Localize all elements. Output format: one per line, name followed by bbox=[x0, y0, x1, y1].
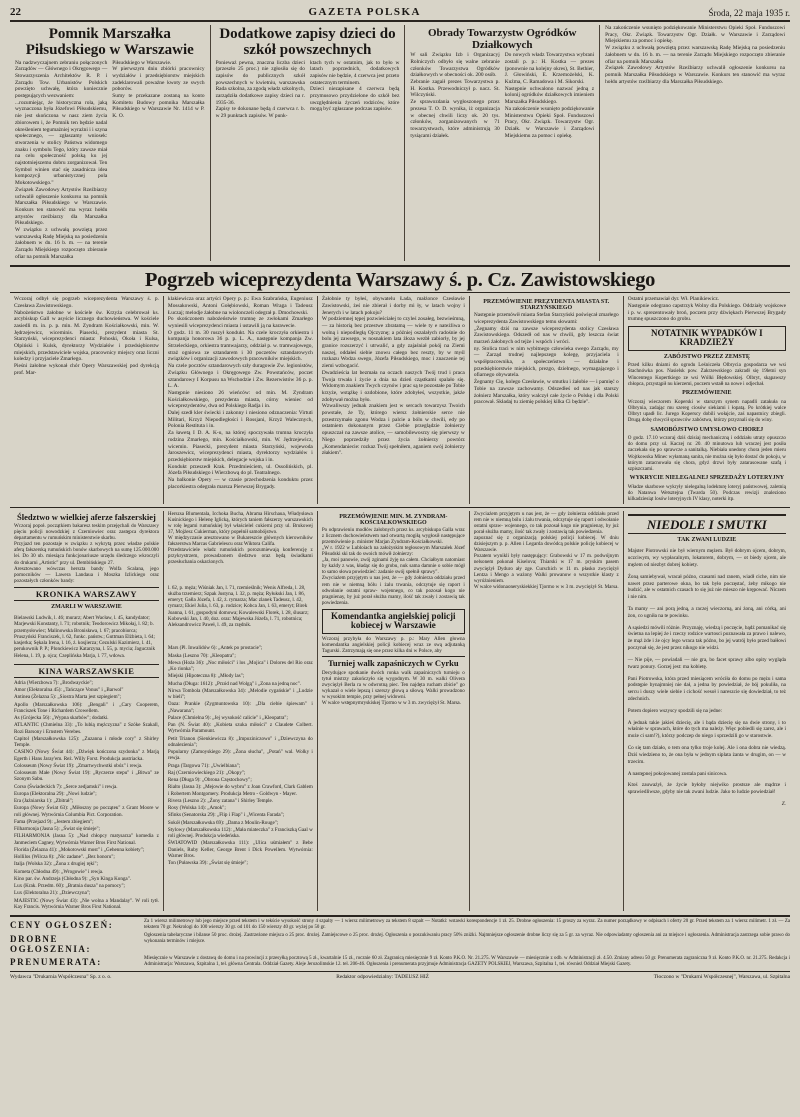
kina-item: Rivera (Leszno 2): „Żony zatana" i Shirley Temple. bbox=[167, 797, 274, 804]
paragraph: ...rozumiejąc, że historyczna rola, jaką wyznaczona była Józefowi Piłsudskiemu, nie jest skończona w nasz ziem życia zbiorowem i, że Pomnik ten będzie nadal określeniem tegumażniej wyrażni i i szyna społecznego, — zgłaszamy wniosek: stworzenia w stolicy Państwa widomego znaku i symbolu Tego, który zawsze miał na celu społeczność polską ku jej najstotniejszemu dobru zorganizował. Ten Symbol winien stać się zasadnicza idea kompozycji urbanistycznej pola Mokotowskiego." bbox=[15, 99, 108, 187]
rates-text: Ogłoszenia tabelaryczne i bilanse 50 proc. drożej. Zastrzeżone miejsca o 25 proc. drożej. Zamiejscowe o 25 proc. drożej. Ogłoszenia o poszukiwaniu pracy 50% zniżki. Najmniejsze ogłoszenie drobne liczy się za 5 gr. za wyraz. Nie odpowiadamy ogłoszenia ani za miejsce i ogłoszenia. Administracja zastrzega sobie prawo do wykonania terminów i miejsce. bbox=[144, 933, 790, 945]
kronika-list: Bielawski Ludwik, l. 46; murarz; Abert Wacław, l. 45, kandydator; Marjewski Konstanty, l. 71; robotnik; Teodorowicz Mikołaj, l. 82; b. przemysłowiec; Malinowska Bronisława, l. 67; pracobiorca; Pruszyński Franciszek, l. 62, funkc. państw.; Guttman Elżbieta, l. 64; kasjerka; Sękala Irena, l. 16, ż. kosjierza; Cezulski Kazimierz, l. 41, perukownik P. P.; Plonckiewicz Katarzyna, l. 55, p. mycia; Jagucznik Helena, l. 19, p. ojca; Czeplińska Marja, l. 77, wdowa. bbox=[14, 615, 156, 659]
kina-item: CASINO (Nowy Świat 44): „Dźwięk kończona szydonka" z Marją Egerth i Hans Jaray'em. Reż. Willy Forst. Produkcja austriacka. bbox=[14, 749, 159, 762]
paragraph: Zwyciażem przyjętym u nas jest, że — gdy żołnierza oddziału przed rem nie w niemną bólu i żalu trwania, odczytuje się raport i odwołanie ostatni spraw- wojennego, co tak pozosał kogo nie pragnienay, by już porał służba mamy, ilość tak zwały i zostawią tak powiedzenia. bbox=[473, 510, 619, 535]
main-column-4 bbox=[469, 296, 623, 503]
colophon-publisher: Wydawca "Drukarnia Współczesna" Sp. z o. o. bbox=[10, 974, 112, 981]
kina-item: MAJESTIC (Nowy Świat 43): „Nie wolna a Mandalay". W roli tytł. Kay Francis. Wytwórnia Warner Bros First National. bbox=[14, 897, 159, 910]
kina-item: Popularny (Zamoyskiego 29): „Żona słucha", „Potań" wal. Wolky i rewja. bbox=[167, 749, 313, 762]
paragraph: Pieśni żałobne wykonał chór Opery Warszawskiej pod dyrekcją prof. Mar- bbox=[14, 363, 159, 376]
banner-headline-block bbox=[10, 265, 790, 294]
kina-item: Sokół (Marszałkowska 69): „Dama z Moulin-Rouge"; bbox=[167, 819, 279, 826]
article-zapisy bbox=[210, 25, 405, 261]
komendantka-head: Komendantka angielskiej policji kobiecej w Warszawie bbox=[322, 609, 465, 634]
paragraph: A jednak takie jakieś dziecię, ale i bąda dziecię się na dwie strony, i to właśnie w sprawach, które do tych ma należy. Więc pobiedli się zarez, ale i może ci sam!?), którzy podczep do niego i sprzedzili go w starostwie. bbox=[627, 719, 786, 740]
kina-item: Europa (Nowy Świat 63): „Miłoszny po począteк" z Grant Moore w roli głównej. Wytwórnia Columbia Pict. Corporation. bbox=[14, 805, 159, 818]
paragraph: klakiewicza oraz artyści Opery p. p.: Ewa Szabrańska, Eugeniusz Mossakowski, Antoni Gołębiowski, Roman Wraga i Tadeusz Łuczaj; melodje żałobne na wiolonczeli odegrał p. Dmochowski. bbox=[167, 296, 313, 316]
rates-label: DROBNE OGŁOSZENIA: bbox=[10, 934, 92, 955]
paragraph: Wczoraj przybyła do Warszawy p. p.: Mary Allen głowna komendantka angielskiej policji kobiecej wraz ze swą adjutanką Tagurski. Zatrzymają się one przez kilka dni w Polsce, aby bbox=[321, 635, 465, 655]
niedole-subtitle: TAK ZWANI LUDZIE bbox=[677, 537, 737, 544]
main-article-row bbox=[10, 296, 790, 503]
paragraph: ny. Stolica traci w nim wybitnego człowieka swego Zarządu, my — Zarząd trudnej najlepszego kolegę, przyjaciela i współpracownika, a społeczeństwo — działalne i przedsiębiorstwie miejskich, prezgo, dzielnego, wymagającego i ofiarnego obywatela. bbox=[473, 345, 619, 379]
paragraph: Następnie uchwalono nazwać jedną z kolonij ogródków działkowych imieniem Marszałka Piłsudskiego. bbox=[504, 85, 595, 106]
kina-item: Kometa (Chłodna 49): „Wrogowie" i rewja. bbox=[14, 868, 104, 875]
kina-item: Sfinks (Senatorska 29): „Flip i Flap" i „Wicenta Farada"; bbox=[167, 812, 285, 819]
paragraph: Zapisy te dokonane będą 4 czerwca r. b. w 29 punktach zapisów. W punk- bbox=[215, 106, 305, 120]
kina-item: Rosy (Wolska 14): „Amok"; bbox=[167, 805, 226, 812]
niedole-head: NIEDOLE I SMUTKI bbox=[628, 514, 786, 535]
paragraph: Żegnamy Cię, kolego Czesławie, w smutku i żałobie — i pamięć o Tobie na zawsze zachowamy. Odszedłeś od nas jak starszy żołnierz Marszałka, który walczył całe życie o Polskę i dla Polski pracował. Składaj tu ziemię polskiej kilka Ci będzie". bbox=[473, 379, 619, 406]
paragraph: Na zakończenie wsunięto podziękowanie Ministerstwu Opieki Społ. Funduszowi Pracy, Okr. Związk. Towarzystw Ogr. Działk. w Warszawie i Zarządowi Miejskiemu za pomoc i opiekę. bbox=[504, 105, 595, 139]
kina-item: Corso (Świadeckich 7): „Serce zedjamski" i rewja. bbox=[14, 783, 118, 790]
notatnik-item-text: Przed kilku dniami do ogrodu Leśniczeła Olbrycia gospodarza we wsi Stachnówka pos. Nasielsk pow. Zakrzewskiego zakradł się 19letni syn Wincentego Kopertkiego ze wsi Wólki Błędowskiej. Olbryt, skąpawszy chłopca, przystąpił nu kierzemi, poczem wstałł na nowe i odjechał. bbox=[627, 362, 786, 387]
kina-item: Fama (Przejazd 9): „Jestem zbiegiem"; bbox=[14, 818, 94, 825]
rates-text: Za 1 wiersz milimetrowy lub jego miejsce przed tekstem i w tekście wysokość strony 4 szpalty — 1 wiersz milimetrowy za tekstem 8 szpalt — Notatki: wstawki korespondencje 1 zł. 25. Drobne ogłoszenia: 15 groszy za wyraz. Za numer porządkowy w odpisach i oferty 20 gr. Przed tekstem za 1 wiersz milimetr. 1 zł. — Za tekstem 70 gr. Nekrologi do 100 wierszy 30 gr. od 101 do 150 wierszy 40 gr. wyżej po 50 gr. bbox=[144, 919, 790, 931]
paragraph: Związek Zawodowy Artystów Rzeźbiarzy uchwalił ogłoszenie konkursu na pomnik Marszałka Piłsudskiego w Warszawie. Konkurs ten stanowić ma wyraz hołdu artystów rzeźbiarzy dla Marszałka Piłsudskiego. bbox=[15, 186, 108, 227]
kina-item: Antinea (Żelazna 5): „Siostra Marta jest szpiegiem"; bbox=[14, 694, 122, 701]
paragraph: W związku z uchwałą powziętą przez warszawską Radę Miejską na posiedzeniu żałobnem w dn. 16 b. m. — na terenie Zarządu Miejskiego rozpoczęto zbieranie ofiar na pomnik Marszałka bbox=[605, 45, 785, 65]
kina-item: Colosseum (Nowy Świat 19): „Zmartwychwstki obóz" i rewja. bbox=[14, 762, 143, 769]
paragraph: Decydujące spotkanie dwóch ronka walk zapaśniczych turnieju o tytuł mistrzy zakończyło się wygodnym. W 30 m. walki Olivera zwyciężył Berla ra w odwrotną piec. Ten najdęta rucham zbicie" go wykazał o wiele lepszą i szerszy głową a siłową. Walki prowadzono w wysokim tempie, przy pełnej widowni. bbox=[321, 669, 465, 700]
paragraph: Przyjazd ten pozostaje w związku z wykrytą przez władze polskie aferą fałszerską rumuńskich bonów skarbowych na sumę 125.000.000 lei. Do 30 ub. miesiąca funkcjonariusze urzędu śledczego wkroczyli do drukarni „Artistic" przy ul. Dembińskiego 27. bbox=[14, 541, 159, 566]
przemowienie-prezydenta-head: PRZEMÓWIENIE PREZYDENTA MIASTA ST. STARZYŃSKIEGO bbox=[483, 299, 610, 312]
paragraph: Herszsa Blumentala, Icchoka Bucha, Abrama Hirschaua, Władysława Kuśnickiego i Helenę Iglicką, których taniem fałszerzy warszawskich w rolę legami rumuńskiej był właścielel cukierni przy ul. Brukowej 37, Mojżesz Cukierman, który popełnił samobójstwo. bbox=[167, 510, 313, 535]
paragraph: Ze sprawozdania wygłoszonego przez prezesa T. O. D. wynika, iż organizacja w obecnej chwili liczy ok. 20 tys. członków, zorganizowanych w 71 towarzystwach, które administrują 30 tysiącami działek. bbox=[410, 99, 500, 139]
kronika-subhead: ZMARLI W WARSZAWIE bbox=[51, 603, 122, 610]
paragraph: Zebranie zagaił prezes Towarzystwa p. H. Kostka. Przewodniczył p. nacz. St. Wilczyński. bbox=[410, 79, 500, 99]
turniej-head: Turniej walk zapaśniczych w Cyrku bbox=[322, 656, 465, 668]
kina-item: Capitol (Marszałkowska 125): „Zuzanna i młode cory" z Shirley Temple. bbox=[14, 735, 159, 749]
lower-column-3 bbox=[317, 511, 469, 912]
kina-head: KINA WARSZAWSKIE bbox=[14, 664, 159, 678]
paragraph: Następnie odegrano capstrzyk Wolny dla Polskiego. Oddziały wojskowe i p. w. sprezentowały broń, poczem przy dźwiękach Pierwszej Brygady trumnę spuszczono do grobu. bbox=[627, 302, 786, 323]
paragraph: Ponieważ pewna, znaczna liczba dzieci (przeszło 25 proc.) nie zgłosiła się do zapisów do publicznych szkół powszechnych w kwietniu, warszawska Rada szkolna, za zgodą władz szkolnych, zarządziła dodatkowe zapisy dzieci na r. 1935-36. bbox=[215, 59, 305, 106]
notatnik-items bbox=[628, 354, 786, 503]
article-pomnik-headline: Pomnik Marszałka Piłsudskiego w Warszawie bbox=[25, 26, 194, 58]
kina-item: Lux (Elektoralna 21): „Dziewczyna"; bbox=[14, 890, 91, 897]
kina-item: Apollo (Marszałkowska 106): „Bengali" i „Cary Cooperem, Franciszek Tone i Richardem Crowellem. bbox=[14, 701, 159, 714]
kina-item: Mewa (Hoża 36): „Noc miłości" i los „Mojica" i Dolores del Rio oraz „Ko rionka"; bbox=[167, 659, 313, 673]
paragraph: Ktoś zauważył, że życie byłoby niejwiko prostsze ale mądrze i sprawiedliwsze, gdyby nie tak zwani ludzie. Jako to ludzie powiedział! bbox=[627, 782, 786, 796]
paragraph: Co się tam działo, o tem ona tylko troje kolej. Ale i ona dobra nie wiedzą. Dziś wiedzieno to, że ona była w jednym siplata żanta w drugim, on — w trzecim. bbox=[627, 745, 786, 765]
rates-row bbox=[10, 933, 790, 954]
paragraph: Na zakończenie wsunięto podziękowanie Ministerstwu Opieki Społ. Funduszowi Pracy, Okr. Związk. Towarzystw Ogr. Działk. w Warszawie i Zarządowi Miejskiemu za pomoc i opiekę. bbox=[605, 25, 785, 45]
paragraph: Piłsudskiego w Warszawie. bbox=[112, 59, 172, 66]
paragraph: Związek Zawodowy Artystów Rzeźbiarzy uchwalił ogłoszenie konkursu na pomnik Marszałka Piłsudskiego w Warszawie. Konkurs ten stanowić ma wyraz hołdu artystów rzeźbiarzy dla Marszałka Piłsudskiego. bbox=[605, 65, 785, 85]
page-number: 22 bbox=[10, 6, 21, 18]
paragraph: A następnej pokojowanej zostala pani sinicowa. bbox=[627, 770, 728, 777]
paragraph: Po odprawieniu modłów żałobnych przez ks. arcybiskupa Galla wraz z licznem duchowieństwem nad otwartą mogiłą wygłosił następujące przemówienie p. minister Marjan Zyndram-Kościałkowski. bbox=[321, 526, 465, 545]
article-obrady bbox=[404, 25, 599, 261]
paragraph: Wzwaliwszy jednak znakiem jest w sercach towarzysz Twoich powstałe, że Ty, którego wiersz żołnierskie serce nie przestrzymało zgonu Wodza i palcie a bólu w chwili, edy po ostatniem dokonanym przez Ciebie przeglądzie żołnierzy opuszczał na zawsze atolice, — samobilewosrzy się pierwszy w Niego poprzedziły przez życia żołnierzy powtórz „Komendaniecie: rozkaz Twój spełniłem, aganiem swój żołnierzy złakiem". bbox=[321, 403, 465, 457]
article-pomnik bbox=[10, 25, 210, 261]
kina-item: Petit Trianon (Sienkiewicza 8): „Impoziniczowo" i „Dziewczyna do odnalezienia"; bbox=[167, 735, 313, 748]
rates-label: CENY OGŁOSZEŃ: bbox=[10, 920, 114, 931]
paragraph: W walce wstępnymryskiskej Tjormo w w 3 m. zwyciężył St. Marsa. bbox=[321, 700, 461, 707]
lower-column-2 bbox=[163, 511, 317, 912]
kina-item: Italja (Wolska 32): „Żona z drugiej ręki"; bbox=[14, 861, 98, 868]
kina-item: Raj (Czerniowieckiego 21): „Okopy"; bbox=[167, 769, 246, 776]
colophon bbox=[10, 971, 790, 980]
masthead bbox=[10, 6, 790, 22]
kina-item: Adria (Wierzbowa 7): „Brodwayckie"; bbox=[14, 679, 93, 686]
paragraph: W związku z uchwałą powziętą przez warszawską Radę Miejską na posiedzeniu żałobnem w dn. 16 b. m. — na terenie Zarządu Miejskiego rozpoczęto zbieranie ofiar na pomnik Marszałka bbox=[15, 227, 108, 260]
masthead-date: Środa, 22 maja 1935 r. bbox=[708, 8, 790, 18]
rates-box bbox=[10, 915, 790, 968]
paragraph: zapoznać się z organizacją polskiej policji kobiecej. W dniu dzisiejszym p. p. Allen i Legarda dowódcą polskie policję kobiecej w Warszawie. bbox=[473, 534, 619, 554]
paragraph: Na nadzwyczajnem zebraniu połączonych Zarządów — Głównego i Okręgowego — Stowarzyszenia Architektów R. P. i Zarządu Tow. Urbanistów Polskich powzięto uchwałę, która koniecznie postępujących wezwaniem: bbox=[15, 59, 108, 100]
paragraph: Majster Piotrowski nie był wiernym mężem. Był dobrym ojcem, dobrym, uczciwym, wy wypłacalnym, lokatorem, dobrym, — ot biedy ojcem, ale mężem od niezbyt dobrej kobiety. bbox=[627, 548, 786, 568]
kina-item: Lux (Krak. Przedm. 60): „Bratnia dusza" na pomocy"; bbox=[14, 883, 125, 890]
paragraph: Sumy te przekazane zostaną na konto Komitetu Budowy pomnika Marszałka Piłsudskiego w Warszawie Nr. 1414 w P. K. O. bbox=[112, 93, 205, 120]
kronika-list: l. 62, p. męża; Wiśniak Jan, l. 71, rzemieślnik; Wenis Alfreda, l. 28, służba trzemierz; Szpak Justyna, l. 32, p. męża; Ryłukski Jan, l. 86, emeryt; Gałla Józefa, l. 42, ż. rymarza; Mac zlanek Tadeusz, l. 42, rymarz; Ekiel Julia, l. 63, p. rodzice; Kobca Jan, l. 63, emeryt; Birek Joanna, l. 61, gospodyni domowa; Kowalewski Florek, l. 28, ślusarz; Kobowski Jan, l. 40, doz. oraz: Majewska Józefa, l. 71, robotnica; Aleksandrowicz Paweł, l. 49, za rzędnik. bbox=[167, 584, 309, 629]
main-column-3 bbox=[317, 296, 469, 503]
main-column-5 bbox=[623, 296, 790, 503]
paragraph: Nabożeństwo żałobne w kościele św. Krzyża celebrował ks. arcybiskup Gall w asyście licznego duchowieństwa. W kościele zasiedli m. in. p. p. min. M. Zyndram Kościałkowski, min. W. Jędrzejewicz, wiceminis. Piasecki, prezydent miasta St. Starzyński, wiceprezydenci miasta: Pohoski, Okoła i Kulsa, Olpiński i Kulsk, dyrektorzy Wydziałów i przedsiębiorstw miejskich, przedstawiciele wojska, pracownicy miejscy oraz liczni koledzy i przyjaciele Zmarłego. bbox=[14, 309, 159, 363]
paragraph: W podziemnej tępej pozwieściałej to czyleś zosałeg, bezwieśmną, — za historią bez przestwe zbratamą — wiele ty e nateżliwa o wolną i niepodległą Ojczyznę; a później oszalałych radośnie do bolu jej zawsego, w nosnakiem lata żłoza wezbł zabiorły, by jej granice rozszerzyć i utrwalić, a gdy zajaśniał pokój na Ziemi naszej, oddałeś siebie znowu całego bez reszty, by w myśl rozkazu Wodza swego, Józefa Piłsudskiego, moc i znaczenie tej ziemi wzbogacić. bbox=[321, 316, 465, 370]
kina-item: Rena (Długa 9): „Obrona Częstochowy"; bbox=[167, 777, 252, 784]
newspaper-title: GAZETA POLSKA bbox=[308, 6, 421, 18]
paragraph: W pierwszym dniu zbiórki pracownicy wydziałów i przedsiębiorstw miejskich zadeklarowali poważne kwoty ze swych poborów. bbox=[112, 66, 205, 93]
kina-item: Europa (Elektoralna 29): „Nowi ludzie"; bbox=[14, 790, 97, 797]
notatnik-item-text: O godz. 17.10 wczoraj dziś dzisiaj mechaniczną i oddziału utraty opuszczo do domu przy ul. Kaczej nr. 20. 40 minutowa lub wraczej jest posiła zaczekała się po sprawcze a sanitalką. Niebiała unedony chora jeden mieru Wojtkowska Minec wyłamaną sanita, nie można się było dostać do pokoju, w którym zatacnowała się chora, gdyż drzwi były zatarasowane szafą i szpiszczami. bbox=[627, 434, 786, 473]
kina-list-left bbox=[14, 680, 159, 910]
main-column-2 bbox=[163, 296, 317, 503]
paragraph: Po skończonem nabożeństwie trumnę ze zwłokami Zmarłego wyniesili wiceprezydenci miasta i ustawili ją na karawecie. bbox=[167, 316, 313, 329]
kina-item: Amor (Elektoralna 45): „Tańczące Vonus" i „Barwol" bbox=[14, 687, 124, 694]
notatnik-item-text: Wczoraj wieczorem Koperski w starszym synem napadli zatakuła na Olbrynia, zadając mu szereg ciosów siekiami i łopatą. Po krótkiej walce Olbryt upadł lic. Jurego Koperscy dobili wołajcie, zaś napastnicy zbiegli. Drugą dobę chwycił sprawców zabóstwa, którzy przyznali się do winy. bbox=[627, 398, 786, 424]
kina-item: Nirwa Tombola (Marszałkowska 34): „Melodie cygańskie" i „Ludzie w bieli"; bbox=[167, 687, 313, 701]
kina-item: Kino par. św. Andrzeja (Chłodna 9): „Syn Kinga Konga". bbox=[14, 875, 132, 882]
kina-item: Colosseum Małe (Nowy Świat 19): „Ryczerze stepu" i „Bitwa" ze Szonym Sabu. bbox=[14, 770, 159, 783]
rates-row bbox=[10, 919, 790, 931]
kina-item: Maska (Leszno 70): „Kleopatra"; bbox=[167, 652, 236, 659]
kina-item: Palace (Chmielna 9): „Jej wysokość calicie" i „Kleopatra"; bbox=[167, 714, 288, 721]
notatnik-item-text: Władze skarbowe wykryły nielegalną lodekturę loteryj państwowej, zaletnią do Natanwa Wetsztejna (Twarda 50). Podczas rewizji znaleziono kilkadziesiąt losów loteryjnych IV klasy, noterki itp. bbox=[627, 483, 786, 503]
kina-item: ŚWIATOWID (Marszałkowska 111): „Ulica uśmiałem" z Bebe Daniels, Ruby Keller, George Brent i Dick Powellem. Wytwórnia: Warner Bros. bbox=[167, 840, 313, 859]
lower-column-4 bbox=[469, 511, 623, 912]
paragraph: „Żegnamy dziś na zawsze wiceprezydenta stolicy Czesława Zawistowskiego. Odszedł od nas w chwili, gdy leszcza świat marzeń żałobnych od tejże i wspóch i wróci. bbox=[473, 325, 619, 345]
niedole-signature: Z. bbox=[781, 801, 786, 808]
paragraph: Dalej szedł kler świecki i zakonny i niesiono odznaczenia: Virtuti Militari, Krzyż Niepodległości i Rossjani, Krzyż Walecznych, Polonia Restituta i in. bbox=[167, 410, 313, 430]
paragraph: ktach tych w ostatnim, jak to było w latach poprzednich, dodatkowych zapisów nie będzie, 4 czerwca jest przeto ostatecznym terminem. bbox=[309, 59, 400, 86]
kina-item: Mars (Pl. Inwalidów 6): „Antek po prostacie"; bbox=[167, 645, 263, 652]
sledztwo-headline: Śledztwo w wielkiej aferze fałszerskiej bbox=[17, 511, 156, 522]
paragraph: Przedstawiciele władz rumuńskich porozumiewają konferencję z przykrystrzem, prowadzonem śledztwo oraz będą świadkami przesłuchania oskarżonych. bbox=[167, 547, 313, 566]
rates-label: PRENUMERATA: bbox=[10, 957, 102, 968]
kina-item: Hollilos (Wilcza 8): „Nic zadane". „Bez honoru"; bbox=[14, 854, 115, 861]
kina-item: Rialto (Jasna 3): „Mejowie do wybru" z Joan Crawford, Clark Gablem i Robertem Montgomery. Produkcja Metro - Goldwyn - Mayer. bbox=[167, 784, 313, 797]
paragraph: Aresztowano wówczas herszta bandy Wolfa Scalana, jego pomocników — Lawera Landaua i Moszka Izlickiego oraz pozostałych członków bandy: bbox=[14, 565, 159, 584]
paragraph: Żałobnie ty byłeś, obywatelu Łada, małżonce Czesławie Zawistowski, żeś nie zbierał i dorby mi ły, w latach wojny i Jenerych i w latach pokoju? bbox=[321, 296, 465, 316]
kina-item: FILHARMONJA (Jasna 5): „Nad chłopcy matysarza" komedia z Janmeciem Cagney, Wytwórnia Warner Bros First National. bbox=[14, 833, 159, 846]
kina-item: As (Grójecka 56): „Wypna skarbów"; dodatki. bbox=[14, 715, 109, 722]
kina-list-right bbox=[168, 645, 313, 866]
paragraph: W międzyczasie aresztowano w Bukareszcie głównych kierowników fałszerstwa Marcas Gabrielescu oraz Wiktora Califa. bbox=[167, 534, 313, 548]
kina-item: Ton (Puławska 39): „Świat się śmieje"; bbox=[167, 860, 248, 867]
paragraph: Ostatni przemawiał dyr. Wł. Planikiewicz. bbox=[627, 296, 720, 303]
article-zapisy-headline: Dodatkowe zapisy dzieci do szkół powszechnych bbox=[219, 26, 396, 58]
paragraph: Wczoraj popoł. początkiem bakaresz teskim przejęchali do Warszawy pięciu policji nowodzkiej z Czerniowiec oraz zastępca dyrektora departamentu w rumuńskim ministerstwie skarbu. bbox=[14, 522, 159, 542]
lower-section bbox=[10, 511, 790, 912]
paragraph: Pani Piotrowska, która przed miesiącem wróciła do domu po mężu i sama podstępie bynajmniej nie dał, a jedna by powiedział, że bój pokuliła, na sercu i duszy wiele siebie i cichość wesoł i nareszcie się dowiedział, to też zdechnich. bbox=[627, 675, 786, 702]
paragraph: Na czele pocztów sztandarowych szły duragowie Zw. legionistów, Związku Głównego i Okręgowego Zw. Powstańców, poczet sztandarowy I Korpusu na Wschodzie i Zw. Rezerwistów 36 p. p. L. A. bbox=[167, 363, 313, 390]
rates-text: Miesięcznie w Warszawie z dostawą do domu i na prowincji z przesyłką pocztową 5 zł., kwartalnie 15 zł., rocznie 60 zł. Zagranicą miesięcznie 9 zł. Konto P.K.O. Nr. 21.275. W Warszawie — miesięcznie z odb. w Administracji zł. 4.50. Zmiany adresu 50 gr. Prenumerata zagraniczna 9 zł. Konto P.K.O. nr. 21.275. Redakcja i Administracja: Warszawa, Szpitalna 1, tel. główna Centrala. Oddział Gazety. Aleje Jerozolimskie 12. tel. 206-46. Ogłoszenia i prenumerata przyjmuje Administracja GAZETY POLSKIEJ, Warszawa, Szpitalna 1, teł. również Oddział Miejski Gazety. bbox=[144, 956, 790, 968]
paragraph: Pozatem wynikli były następujący: Grabowski w 17 m. podwójnym nelsonem pokonał Kiselova; Thiarski w 17 m. pryskim pasem zwyciężył Dyduro ały zge. Curschich w 11 m. płasko zwyciężył Lentza i Mengo a ważony Walki prowanow o wszystkie klasty z wyróżnieniem. bbox=[473, 553, 619, 584]
lower-column-5 bbox=[623, 511, 790, 912]
niedole-body bbox=[628, 548, 786, 796]
paragraph: W sali Związku Izb i Organizacyj Rolniczych odbyło się walne zebranie członków Towarzystwa Ogródków działkowych w obecności ok. 200 osób. bbox=[410, 52, 500, 79]
kronika-head: KRONIKA WARSZAWY bbox=[14, 587, 159, 601]
przemowienie-minister-head: PRZEMÓWIENIE MIN. M. ZYNDRAM-KOŚCIAŁKOWSKIEGO bbox=[339, 513, 448, 526]
paragraph: W walce widonaoneryskiekkiej Tjormo w w 3 m. zwyciężył St. Marsa. bbox=[473, 583, 619, 590]
paragraph: „Ja, moi panowie, zwój zginami żyję na całem. Chciałbym natomiast by każdy z was, kładąc się do grobu, nuk sama damnie o sobie mógł to samo słowa powiedzieć: zadanie swój spełnił sprawy". bbox=[321, 557, 465, 576]
paragraph: Potem dopiero wszyscy spodzili się na jedne: bbox=[627, 707, 722, 714]
kina-item: Florida (Żelazna 41): „Mokotowski most" i „Gehenna kobiety"; bbox=[14, 846, 145, 853]
paragraph: Następnie przemówił miasta Stefan Starzyński poświęcał zmarłego wiceprezydenta Zawistowskiego temu słowami: bbox=[473, 312, 619, 325]
main-column-1 bbox=[10, 296, 163, 503]
article-obrady-headline: Obrady Towarzystw Ogródków Działkowych bbox=[427, 27, 577, 52]
kina-item: Stylowy (Marszałkowska 112): „Mała miateczka" z Franciszką Gaal w roli głównej. Produkcja wiedeńska. bbox=[167, 826, 313, 840]
top-filler-column bbox=[599, 25, 790, 261]
paragraph: Ta mamy — ani porą jedną, a raczej wieczorną, ani żoną, ani córką, ani żon, co ugniła na te powinku. bbox=[627, 605, 786, 619]
paragraph: „W r. 1922 w Lubloiach na założyskim tegłosowym Marszałek Józef Piłsudski ski tak do swoich mówił żołnierzy: bbox=[321, 544, 465, 557]
kina-item: Pan (N. Świat 40): „Kobieta szuka miłości" z Claudete Colbert. Wytwórnia Paramount. bbox=[167, 722, 313, 735]
rates-row bbox=[10, 956, 790, 968]
kina-item: Miejski (Hipoteczna 8): „Młody las"; bbox=[167, 673, 245, 680]
paragraph: O godz. 11 m. 30 ruszył kondukt. Na czele kroczyła orkiestra i kompanja honorowa 36 p. p. L. A., następnie kompanja Zw. Strzeleckiego, orkiestra tramwajarzy, oddział p. w. tramwajowego, straż ogniowa ze sztandarem i 30 poczetów sztandarowych związków i organizacji zawodowych pracowników miejskich. bbox=[167, 329, 313, 363]
notatnik-item-title: SAMOBÓJSTWO UMYSŁOWO CHOREJ bbox=[650, 426, 764, 433]
paragraph: Kondukt przeszedł Krak. Przedmieściem, ul. Ossolińskich, pl. Józefa Piłsudskiego i Wierzbową do pl. Teatralnego. bbox=[167, 463, 313, 477]
paragraph: — Nie pije, — powiadali — nie gra, bo facet sprawy albo opity wygląda twarz ponury. Gorzej jest: ma kobietę. bbox=[627, 656, 786, 670]
notatnik-item-title: ZABÓJSTWO PRZEZ ZEMSTĘ bbox=[663, 353, 750, 360]
paragraph: Dzieci niezapisane 4 czerwca będą przymusowo przydzielone do szkół bez uwzględnienia życzeń rodziców, które mogą być zgłaszane podczas zapisów. bbox=[309, 86, 400, 113]
top-articles-row bbox=[10, 25, 790, 261]
kina-item: Mucha (Długa: 1612): „Przód nad Wolgą" i „Zona na jedną noc". bbox=[167, 680, 301, 687]
notatnik-head: NOTATNIK WYPADKÓW I KRADZIEŻY bbox=[628, 326, 786, 351]
kina-item: Filharmonja (Jasna 5): „Świat się śmieje"; bbox=[14, 826, 100, 833]
paragraph: Dwadzieścia lat bezmała na oczach naszych Twój trud i praca Twoja trwała i życie a dnia na dzień cząstkami spalało się. Widomym znakiem Twych czynów i prac są te pozostałe po Tobie krzyże, wstążkę i ozdobione, które zdobyłeś, wszystkie, jakże zdobywał można było. bbox=[321, 369, 465, 403]
paragraph: Żoną samiebywał, wracał późno, czasami nad ranem, wiadł ciche, nim nie nawet przez parterowe okna, bo tak było poczęstać, żeby mikogo nie budzić, ale w ostatnich czasach to się już nie mieszo nie krępować. Niczem i nie nim. bbox=[627, 573, 786, 601]
paragraph: A sąsiedzi mówili różnie. Przyznaję, wiedzą i poczęcie, bądź pomanikać się świetna na lepiej że i rzeczy rodzice wartosci poznawała za prawo i nalewo, że mąż żde i że ojcy lego wraca tak późno, bo jej watrój było przed bałłowi poczynał się, że jest przez nikogo nie widzi. bbox=[627, 624, 786, 651]
notatnik-item-title: PRZEMÓWIENIE bbox=[682, 390, 732, 397]
lower-column-1 bbox=[10, 511, 163, 912]
colophon-editor: Redaktor odpowiedzialny: TADEUSZ HIŻ bbox=[336, 974, 429, 981]
paragraph: Następnie niesiono 26 wieńców: od min. M. Zyndram Kościałkowskiego, prezydenta miasta, córny wieniec od wiceprezydentów, dwa od Polskiego Radja i in. bbox=[167, 389, 313, 410]
kina-item: Praga (Targowa 71): „Uwielbiana"; bbox=[167, 762, 241, 769]
paragraph: Do nowych władz Towarzystwa wybrani zostali p. p.: H. Kostka — prezes (ponownie na kolejny okres), St. Bethier, J. Głowiński, E. Krzemożelski, K. Kuźma, C. Ramadowa i M. Sikorski. bbox=[504, 52, 595, 85]
kina-item: Oaza: Prankie (Zygmuntowska 10): „Dla ciebie śpiewam" i „Nawarana"; bbox=[167, 701, 313, 714]
paragraph: Zwyciażem przyjętym u nas jest, że — gdy żołnierza oddziału przed rem nie w niemną bólu i żalu trwania, odczytuje się raport i odwołanie ostatni spraw- wojennego, co tak pozosał kogo nie pragnienay, by już porał służba mamy, ilość tak zwały i zostawią tak powiedzenia. bbox=[321, 575, 465, 606]
notatnik-item-title: WYKRYCIE NIELEGALNEJ SPRZEDAŻY LOTERYJNY bbox=[629, 475, 785, 482]
banner-headline: Pogrzeb wiceprezydenta Warszawy ś. p. Cz. Zawistowskiego bbox=[144, 268, 656, 291]
kina-item: Era (Jaźniarska 1): „Zbitrał"; bbox=[14, 798, 74, 805]
paragraph: Za ławetą I D. A. K-u, na której spoczywała trumna kroczyła rodzina Zmarłego, min. Kościałkowski, min. W. Jędrzejewicz, wicemin. Piasecki, prezydent miasta Starzyński, wojewoda Jaroszewicz, wiceprezydenci miasta, dyrektorzy wydziałów i przedsiębiorstw miejskich, delegacje wojska i in. bbox=[167, 430, 313, 463]
colophon-printer: Tłoczono w "Drukarni Współczesnej", Warszawa, ul. Szpitalna bbox=[653, 974, 790, 981]
paragraph: Wczoraj odbył się pogrzeb wiceprezydenta Warszawy ś. p. Czesława Zawistowskiego. bbox=[14, 296, 159, 309]
kina-item: ATLANTIC (Chmielna 33): „To lubią mężczyzna" z Szóke Szakall, Rozi Barsony i Ernstem Verebes. bbox=[14, 722, 159, 735]
paragraph: Na balkonie Opery — w czasie przechodzenia konduktu przez placorkiestra odegrała marsza Pierwszej Brygady. bbox=[167, 477, 313, 490]
